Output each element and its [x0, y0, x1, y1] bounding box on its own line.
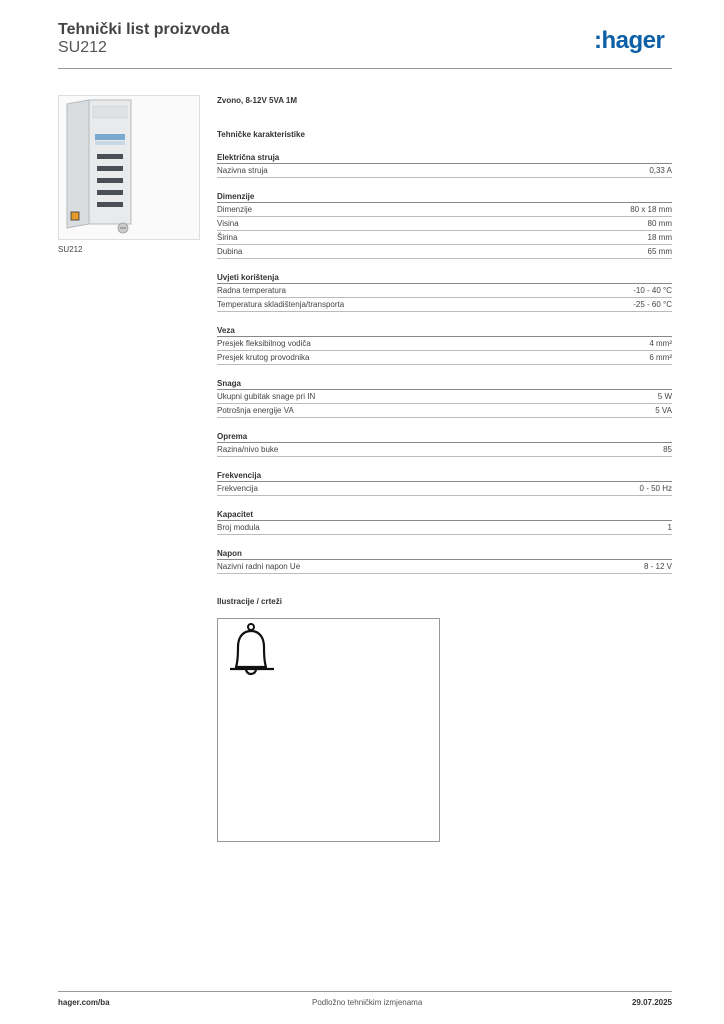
spec-label: Temperatura skladištenja/transporta: [217, 300, 345, 309]
footer-website-link[interactable]: hager.com/ba: [58, 998, 110, 1007]
spec-value: 5 W: [657, 392, 672, 401]
spec-label: Presjek fleksibilnog vodiča: [217, 339, 311, 348]
spec-label: Nazivni radni napon Ue: [217, 562, 301, 571]
spec-value: 0 - 50 Hz: [639, 484, 672, 493]
spec-value: 18 mm: [647, 233, 672, 242]
spec-label: Ukupni gubitak snage pri IN: [217, 392, 316, 401]
spec-value: -10 - 40 °C: [633, 286, 672, 295]
spec-content: [217, 96, 672, 606]
spec-row: [217, 482, 672, 496]
spec-row: [217, 560, 672, 574]
spec-row: [217, 351, 672, 365]
spec-row: [217, 390, 672, 404]
spec-value: 1: [667, 523, 672, 532]
section-title: Napon: [217, 548, 672, 560]
spec-row: [217, 245, 672, 259]
spec-value: 5 VA: [655, 406, 672, 415]
header-divider: [58, 68, 672, 69]
spec-label: Frekvencija: [217, 484, 258, 493]
spec-row: [217, 217, 672, 231]
spec-section: [217, 152, 672, 178]
page-title: Tehnički list proizvoda: [58, 21, 230, 38]
spec-section: [217, 378, 672, 418]
spec-section: [217, 470, 672, 496]
spec-row: [217, 404, 672, 418]
spec-value: 0,33 A: [649, 166, 672, 175]
footer-date: 29.07.2025: [631, 998, 672, 1007]
section-title: Snaga: [217, 378, 672, 390]
product-image: [58, 95, 200, 240]
section-title: Veza: [217, 325, 672, 337]
footer-notice: Podložno tehničkim izmjenama: [312, 998, 423, 1007]
spec-section: [217, 325, 672, 365]
spec-value: 8 - 12 V: [643, 562, 672, 571]
product-code: SU212: [58, 39, 107, 56]
spec-value: 85: [663, 445, 672, 454]
spec-section: [217, 272, 672, 312]
spec-section: [217, 431, 672, 457]
spec-label: Visina: [217, 219, 239, 228]
spec-label: Dimenzije: [217, 205, 253, 214]
spec-label: Razina/nivo buke: [217, 445, 279, 454]
spec-row: [217, 298, 672, 312]
section-title: Kapacitet: [217, 509, 672, 521]
section-title: Uvjeti korištenja: [217, 272, 672, 284]
spec-row: [217, 284, 672, 298]
spec-row: [217, 203, 672, 217]
spec-label: Širina: [217, 233, 238, 242]
spec-row: [217, 443, 672, 457]
spec-row: [217, 521, 672, 535]
section-title: Frekvencija: [217, 470, 672, 482]
tech-heading: Tehničke karakteristike: [217, 130, 305, 139]
spec-row: [217, 337, 672, 351]
spec-label: Presjek krutog provodnika: [217, 353, 310, 362]
spec-section: [217, 548, 672, 574]
illustrations-heading: Ilustracije / crteži: [217, 597, 282, 606]
spec-value: 65 mm: [647, 247, 672, 256]
spec-section: [217, 509, 672, 535]
section-title: Oprema: [217, 431, 672, 443]
section-title: Električna struja: [217, 152, 672, 164]
spec-label: Radna temperatura: [217, 286, 286, 295]
product-description: Zvono, 8-12V 5VA 1M: [217, 96, 298, 105]
spec-value: 4 mm²: [649, 339, 672, 348]
spec-row: [217, 231, 672, 245]
spec-label: Broj modula: [217, 523, 260, 532]
spec-value: 80 mm: [647, 219, 672, 228]
spec-value: 6 mm²: [649, 353, 672, 362]
hager-logo[interactable]: :hager: [594, 27, 665, 54]
bell-icon: [222, 621, 282, 681]
image-caption: SU212: [58, 245, 83, 254]
spec-section: [217, 191, 672, 259]
spec-label: Dubina: [217, 247, 243, 256]
spec-value: -25 - 60 °C: [633, 300, 672, 309]
spec-value: 80 x 18 mm: [630, 205, 672, 214]
spec-sections: [217, 152, 672, 574]
footer-divider: [58, 991, 672, 992]
spec-row: [217, 164, 672, 178]
section-title: Dimenzije: [217, 191, 672, 203]
spec-label: Nazivna struja: [217, 166, 268, 175]
spec-label: Potrošnja energije VA: [217, 406, 294, 415]
illustration-box: [217, 618, 440, 842]
